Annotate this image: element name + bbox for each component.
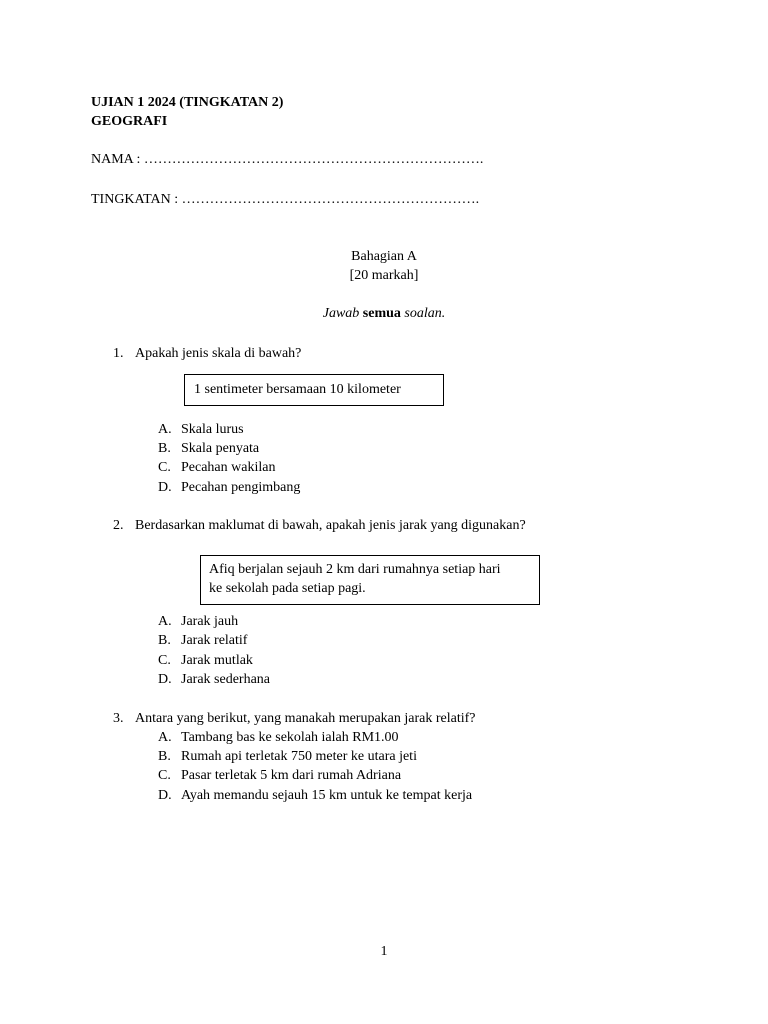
option-2d: [158, 671, 270, 689]
subject-title: GEOGRAFI: [91, 114, 168, 129]
question-2-box: [200, 555, 540, 605]
option-text: Skala penyata: [181, 441, 260, 456]
option-1a: [158, 421, 244, 439]
option-text: Jarak sederhana: [181, 672, 271, 687]
option-text: Ayah memandu sejauh 15 km untuk ke tempat kerja: [181, 788, 473, 803]
question-number: 2.: [113, 518, 124, 533]
option-text: Tambang bas ke sekolah ialah RM1.00: [181, 730, 399, 745]
option-text: Pecahan wakilan: [181, 460, 276, 475]
option-text: Pasar terletak 5 km dari rumah Adriana: [181, 768, 402, 783]
option-text: Pecahan pengimbang: [181, 480, 301, 495]
option-text: Jarak relatif: [181, 633, 248, 648]
option-1d: [158, 479, 300, 497]
question-text: Berdasarkan maklumat di bawah, apakah jenis jarak yang digunakan?: [135, 518, 526, 533]
option-2a: [158, 613, 238, 631]
section-marks: [20 markah]: [349, 268, 419, 283]
box-line: ke sekolah pada setiap pagi.: [209, 581, 366, 596]
question-1-box: [184, 374, 444, 406]
name-field: NAMA : ……………………………………………………………….: [91, 152, 484, 167]
question-number: 3.: [113, 711, 124, 726]
section-title: Bahagian A: [351, 249, 417, 264]
box-line: 1 sentimeter bersamaan 10 kilometer: [194, 382, 401, 397]
instruction-word-1: Jawab: [322, 306, 360, 321]
option-3a: [158, 729, 399, 747]
option-letter: A.: [158, 614, 172, 629]
option-letter: B.: [158, 749, 171, 764]
question-text: Antara yang berikut, yang manakah merupakan jarak relatif?: [135, 711, 476, 726]
box-line: Afiq berjalan sejauh 2 km dari rumahnya setiap hari: [209, 562, 501, 577]
option-letter: B.: [158, 441, 171, 456]
question-1: [113, 345, 301, 363]
option-text: Skala lurus: [181, 422, 244, 437]
option-3d: [158, 787, 472, 805]
form-field: TINGKATAN : ……………………………………………………….: [91, 192, 480, 207]
option-text: Jarak mutlak: [181, 653, 253, 668]
option-2b: [158, 632, 247, 650]
option-letter: C.: [158, 768, 171, 783]
instruction-word-3: soalan.: [404, 306, 446, 321]
page-number: 1: [380, 944, 388, 959]
question-text: Apakah jenis skala di bawah?: [135, 346, 302, 361]
option-2c: [158, 652, 253, 670]
option-letter: D.: [158, 480, 172, 495]
question-3: [113, 710, 476, 728]
option-letter: B.: [158, 633, 171, 648]
question-2: [113, 517, 526, 535]
option-text: Jarak jauh: [181, 614, 239, 629]
option-letter: A.: [158, 422, 172, 437]
section-instruction: [0, 305, 768, 323]
option-letter: A.: [158, 730, 172, 745]
option-text: Rumah api terletak 750 meter ke utara jeti: [181, 749, 417, 764]
option-3b: [158, 748, 417, 766]
option-3c: [158, 767, 401, 785]
question-number: 1.: [113, 346, 124, 361]
option-1b: [158, 440, 259, 458]
option-letter: C.: [158, 653, 171, 668]
exam-title: UJIAN 1 2024 (TINGKATAN 2): [91, 95, 284, 110]
option-letter: D.: [158, 788, 172, 803]
option-letter: C.: [158, 460, 171, 475]
option-letter: D.: [158, 672, 172, 687]
option-1c: [158, 459, 275, 477]
instruction-word-2: semua: [362, 306, 401, 321]
